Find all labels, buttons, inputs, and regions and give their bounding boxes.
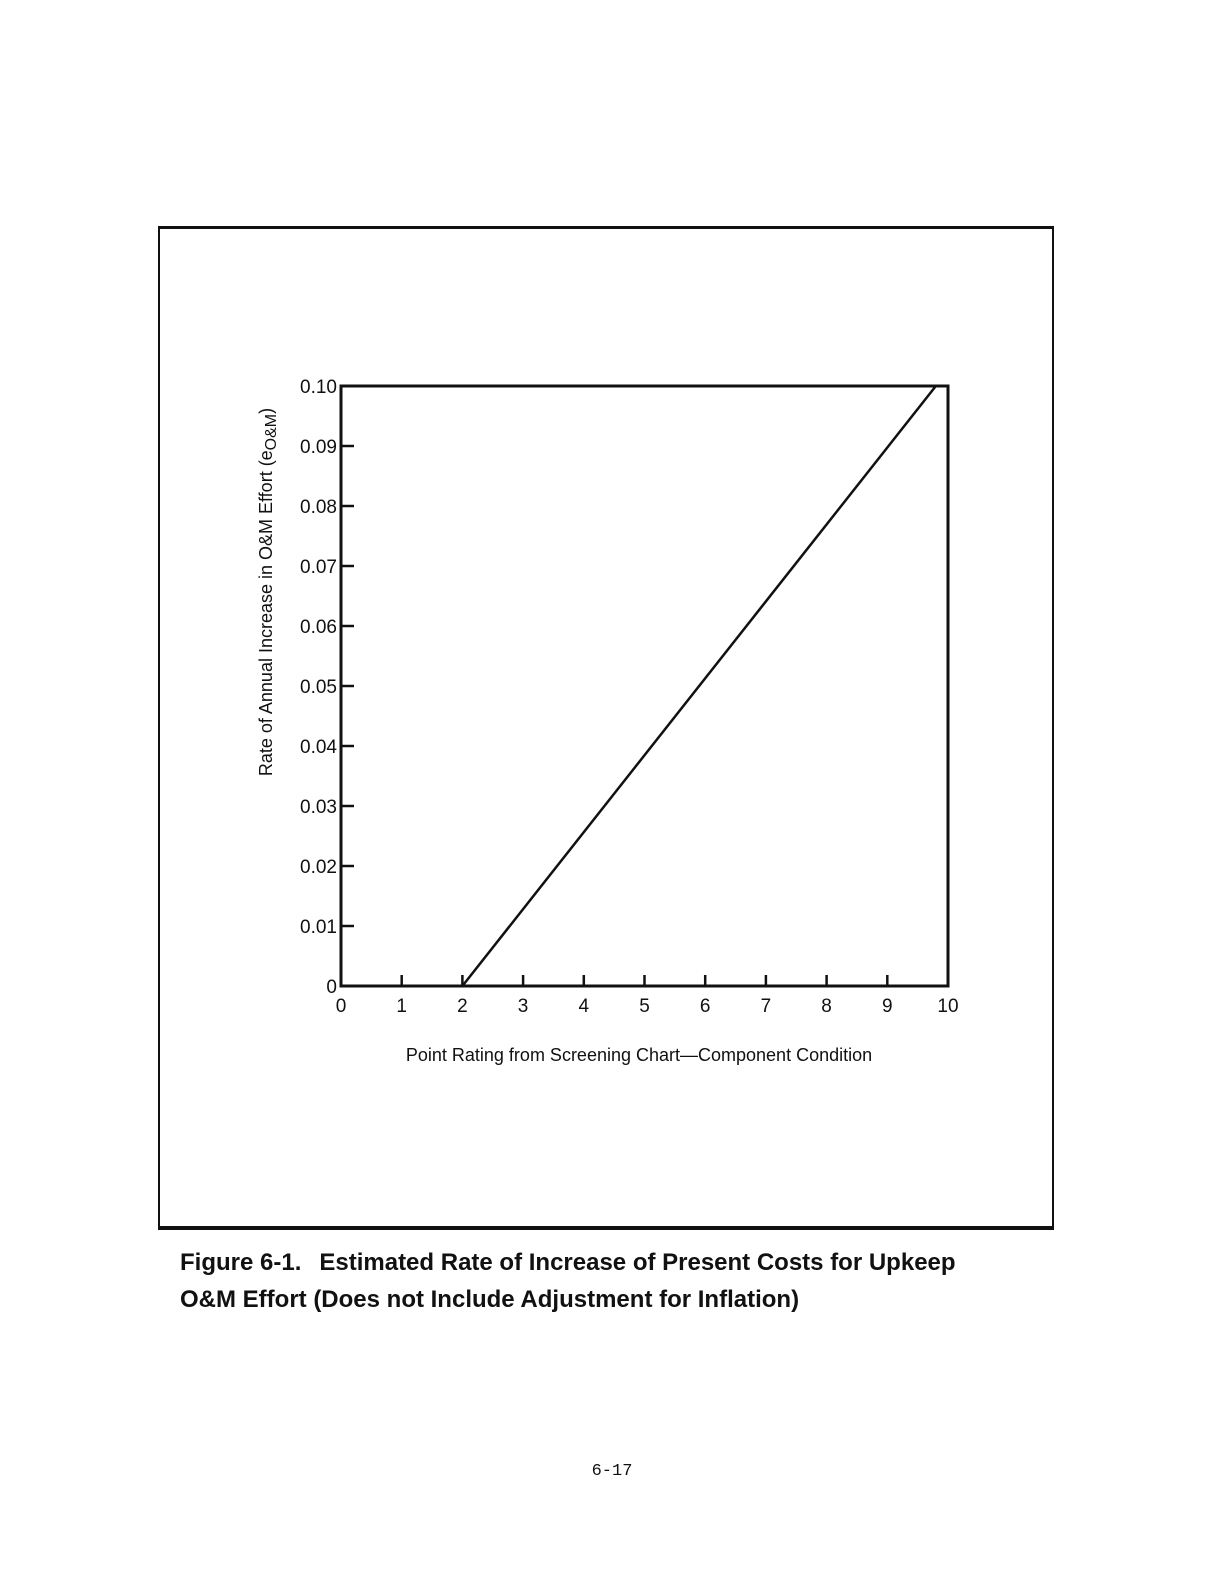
plot-area — [300, 377, 959, 1017]
x-tick-label: 3 — [517, 996, 529, 1017]
y-axis-label-main: Rate of Annual Increase in O&M Effort (e — [256, 450, 276, 777]
y-tick-label: 0.07 — [300, 557, 337, 578]
x-tick-label: 0 — [335, 996, 347, 1017]
caption-figure-number: Figure 6-1. — [180, 1249, 302, 1276]
y-tick-label: 0.03 — [300, 797, 337, 818]
y-axis-label — [256, 408, 280, 776]
figure-caption — [180, 1244, 1060, 1318]
x-axis-label: Point Rating from Screening Chart—Component Condition — [405, 1045, 873, 1065]
plot-border — [341, 386, 948, 986]
caption-line-1: Estimated Rate of Increase of Present Costs for Upkeep — [319, 1249, 956, 1276]
series-line — [462, 386, 935, 986]
y-tick-label: 0.05 — [300, 677, 337, 698]
y-axis-label-subscript: O&M — [263, 413, 280, 451]
x-tick-label: 10 — [937, 996, 959, 1017]
y-axis-label-close: ) — [256, 407, 276, 414]
x-tick-label: 4 — [578, 996, 590, 1017]
y-tick-label: 0.02 — [300, 857, 337, 878]
caption-line-2: O&M Effort (Does not Include Adjustment for Inflation) — [180, 1286, 800, 1313]
x-tick-label: 1 — [396, 996, 407, 1017]
y-tick-label: 0.04 — [300, 737, 337, 758]
x-tick-label: 6 — [699, 996, 711, 1017]
y-tick-label: 0.06 — [300, 617, 337, 638]
y-tick-label: 0.08 — [300, 497, 337, 518]
y-tick-label: 0.10 — [300, 377, 337, 398]
x-tick-label: 9 — [882, 996, 893, 1017]
x-tick-label: 5 — [639, 996, 650, 1017]
x-tick-label: 8 — [821, 996, 832, 1017]
x-tick-label: 2 — [457, 996, 468, 1017]
y-tick-label: 0 — [326, 977, 337, 998]
page-number: 6-17 — [591, 1462, 633, 1481]
y-tick-label: 0.01 — [300, 917, 337, 938]
y-tick-label: 0.09 — [300, 437, 337, 458]
x-tick-label: 7 — [760, 996, 772, 1017]
